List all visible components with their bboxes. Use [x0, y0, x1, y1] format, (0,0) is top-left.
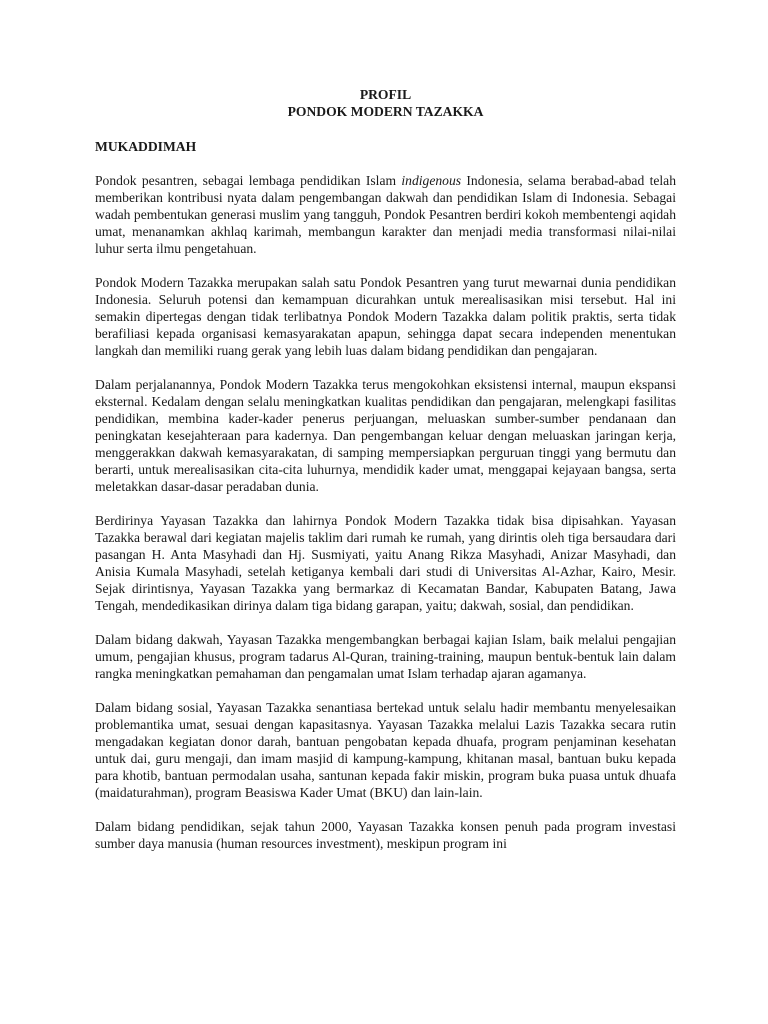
paragraph-4: Berdirinya Yayasan Tazakka dan lahirnya Pondok Modern Tazakka tidak bisa dipisahkan. Yayasan Tazakka berawal dari kegiatan majelis taklim dari rumah ke rumah, yang dirintis oleh tiga bersaudara dari pasangan H. Anta Masyhadi dan Hj. Susmiyati, yaitu Anang Rikza Masyhadi, Anizar Masyhadi, dan Anisia Kumala Masyhadi, setelah ketiganya kembali dari studi di Universitas Al-Azhar, Kairo, Mesir. Sejak dirintisnya, Yayasan Tazakka yang bermarkaz di Kecamatan Bandar, Kabupaten Batang, Jawa Tengah, mendedikasikan dirinya dalam tiga bidang garapan, yaitu; dakwah, sosial, dan pendidikan. — [95, 513, 676, 613]
title-line-1: PROFIL — [359, 87, 412, 102]
document-title — [95, 86, 676, 120]
section-heading-mukaddimah: MUKADDIMAH — [95, 139, 197, 154]
paragraph-1-text-b: Indonesia, selama berabad-abad telah memberikan kontribusi nyata dalam pengembangan dakwah dan pendidikan Islam di Indonesia. Sebagai wadah pembentukan generasi muslim yang tangguh, Pondok Pesantren berdiri kokoh membentengi aqidah umat, menanamkan akhlaq karimah, membangun karakter dan menjadi media transformasi nilai-nilai luhur serta ilmu pengetahuan. — [95, 173, 676, 256]
paragraph-7: Dalam bidang pendidikan, sejak tahun 2000, Yayasan Tazakka konsen penuh pada program investasi sumber daya manusia (human resources investment), meskipun program ini — [95, 819, 676, 851]
paragraph-1 — [95, 172, 676, 257]
paragraph-6: Dalam bidang sosial, Yayasan Tazakka senantiasa bertekad untuk selalu hadir membantu menyelesaikan problemantika umat, sesuai dengan kapasitasnya. Yayasan Tazakka melalui Lazis Tazakka secara rutin mengadakan kegiatan donor darah, bantuan pengobatan kepada dhuafa, program penjaminan kesehatan untuk dai, guru mengaji, dan imam masjid di kampung-kampung, khitanan masal, bantuan buku kepada para khotib, bantuan permodalan usaha, santunan kepada fakir miskin, program buka puasa untuk dhuafa (maidaturahman), program Beasiswa Kader Umat (BKU) dan lain-lain. — [95, 700, 676, 800]
document-body — [95, 86, 676, 852]
title-line-2: PONDOK MODERN TAZAKKA — [287, 104, 484, 119]
paragraph-5: Dalam bidang dakwah, Yayasan Tazakka mengembangkan berbagai kajian Islam, baik melalui pengajian umum, pengajian khusus, program tadarus Al-Quran, training-training, maupun bentuk-bentuk lain dalam rangka meningkatkan pemahaman dan pengamalan umat Islam terhadap ajaran agamanya. — [95, 632, 676, 681]
paragraph-1-text-a: Pondok pesantren, sebagai lembaga pendidikan Islam — [95, 173, 402, 188]
paragraph-2: Pondok Modern Tazakka merupakan salah satu Pondok Pesantren yang turut mewarnai dunia pendidikan Indonesia. Seluruh potensi dan kemampuan dicurahkan untuk merealisasikan misi tersebut. Hal ini semakin dipertegas dengan tidak terlibatnya Pondok Modern Tazakka dalam politik praktis, serta tidak berafiliasi kepada organisasi kemasyarakatan apapun, sehingga dapat secara independen menentukan langkah dan memiliki ruang gerak yang lebih luas dalam bidang pendidikan dan pengajaran. — [95, 275, 676, 358]
paragraph-1-italic: indigenous — [401, 173, 462, 188]
paragraph-3: Dalam perjalanannya, Pondok Modern Tazakka terus mengokohkan eksistensi internal, maupun ekspansi eksternal. Kedalam dengan selalu meningkatkan kualitas pendidikan dan pengajaran, melengkapi fasilitas pendidikan, membina kader-kader penerus perjuangan, meluaskan sumber-sumber pendanaan dan peningkatan kesejahteraan para kadernya. Dan pengembangan keluar dengan meluaskan jaringan kerja, menggerakkan dakwah kemasyarakatan, di samping mempersiapkan perguruan tinggi yang bermutu dan berarti, untuk merealisasikan cita-cita luhurnya, mendidik kader umat, menggapai kejayaan bangsa, serta meletakkan dasar-dasar peradaban dunia. — [95, 377, 676, 494]
